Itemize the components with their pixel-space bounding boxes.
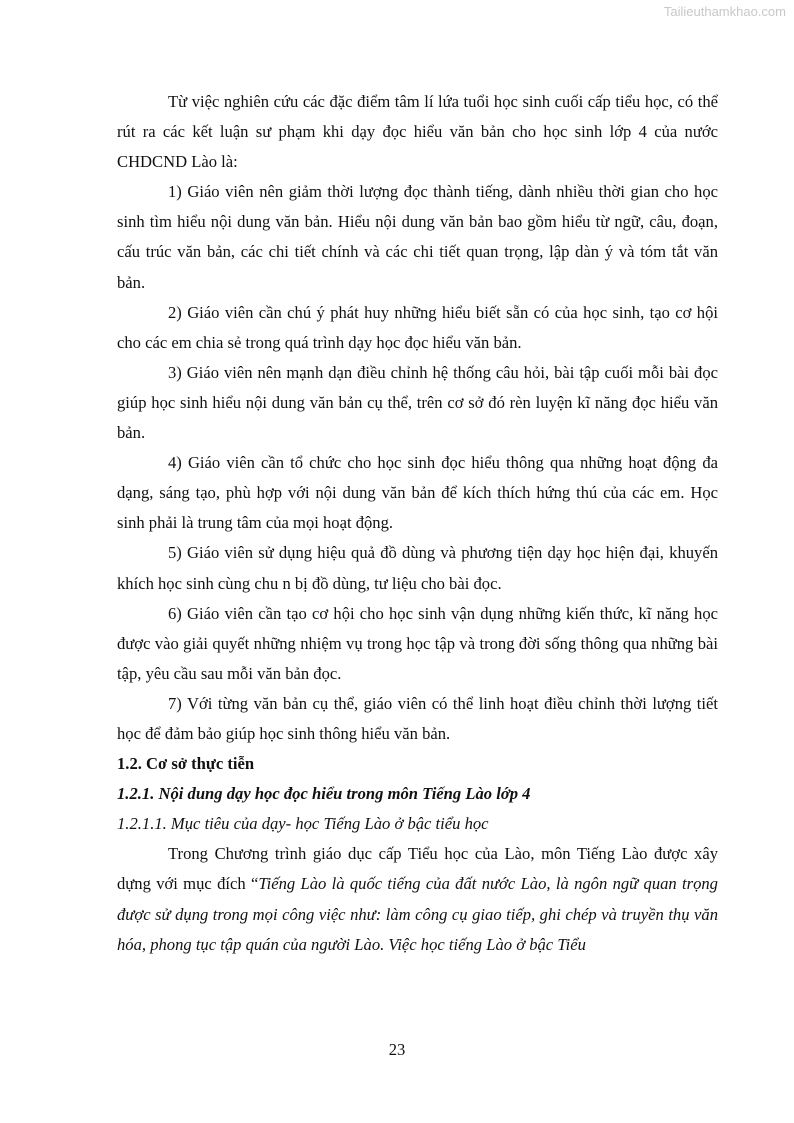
section-heading: 1.2. Cơ sở thực tiễn [117,754,255,774]
conclusion-item-1: 1) Giáo viên nên giảm thời lượng đọc thành tiếng, dành nhiều thời gian cho học sinh tìm hiểu nội dung văn bản. Hiểu nội dung văn bản bao gồm hiểu từ ngữ, câu, đoạn, cấu trúc văn bản, các chi tiết chính và các chi tiết quan trọng, lập dàn ý và tóm tắt văn bản. [117,182,718,292]
quote-text: Tiếng Lào là quốc tiếng của đất nước Lào, là ngôn ngữ quan trọng được sử dụng trong mọi công việc như: làm công cụ giao tiếp, ghi chép và truyền thụ văn hóa, phong tục tập quán của người Lào. Việc học tiếng Lào ở bậc Tiểu [117,874,718,954]
conclusion-item-4: 4) Giáo viên cần tổ chức cho học sinh đọc hiểu thông qua những hoạt động đa dạng, sáng tạo, phù hợp với nội dung văn bản để kích thích hứng thú của các em. Học sinh phải là trung tâm của mọi hoạt động. [117,453,718,533]
page-body [117,87,718,960]
watermark: Tailieuthamkhao.com [663,4,786,19]
intro-paragraph: Từ việc nghiên cứu các đặc điểm tâm lí lứa tuổi học sinh cuối cấp tiểu học, có thể rút ra các kết luận sư phạm khi dạy đọc hiểu văn bản cho học sinh lớp 4 của nước CHDCND Lào là: [117,92,718,172]
conclusion-item-2: 2) Giáo viên cần chú ý phát huy những hiểu biết sẵn có của học sinh, tạo cơ hội cho các em chia sẻ trong quá trình dạy học đọc hiểu văn bản. [117,302,718,352]
conclusion-item-7: 7) Với từng văn bản cụ thể, giáo viên có thể linh hoạt điều chỉnh thời lượng tiết học để đảm bảo giúp học sinh thông hiểu văn bản. [117,693,718,743]
subsection-heading: 1.2.1. Nội dung dạy học đọc hiểu trong môn Tiếng Lào lớp 4 [117,784,531,804]
conclusion-item-3: 3) Giáo viên nên mạnh dạn điều chỉnh hệ thống câu hỏi, bài tập cuối mỗi bài đọc giúp học sinh hiểu nội dung văn bản cụ thể, trên cơ sở đó rèn luyện kĩ năng đọc hiểu văn bản. [117,362,718,443]
paragraph-text: Trong Chương trình giáo dục cấp Tiểu học của Lào, môn Tiếng Lào được xây dựng với mục đích “ [117,844,718,894]
conclusion-item-5: 5) Giáo viên sử dụng hiệu quả đồ dùng và phương tiện dạy học hiện đại, khuyến khích học sinh cùng chu n bị đồ dùng, tư liệu cho bài đọc. [117,543,718,593]
conclusion-item-6: 6) Giáo viên cần tạo cơ hội cho học sinh vận dụng những kiến thức, kĩ năng học được vào giải quyết những nhiệm vụ trong học tập và trong đời sống thông qua những bài tập, yêu cầu sau mỗi văn bản đọc. [117,603,718,683]
body-paragraph [117,839,718,959]
page-number: 23 [388,1040,406,1059]
subsubsection-heading: 1.2.1.1. Mục tiêu của dạy- học Tiếng Lào ở bậc tiểu học [117,814,489,834]
